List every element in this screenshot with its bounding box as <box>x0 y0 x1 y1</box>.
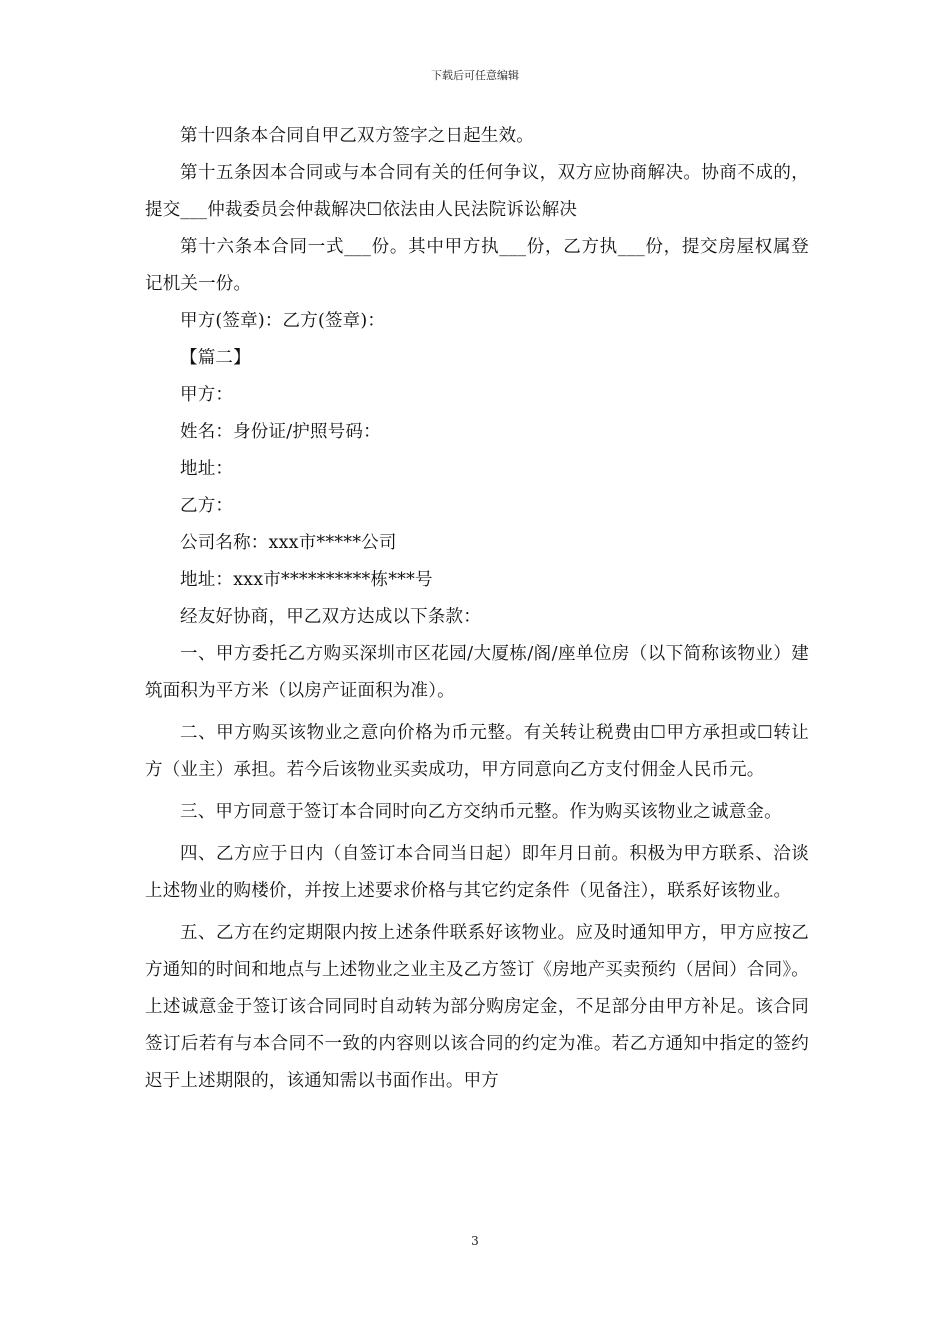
term-4: 四、乙方应于日内（自签订本合同当日起）即年月日前。积极为甲方联系、洽谈上述物业的购楼价，并按上述要求价格与其它约定条件（见备注），联系好该物业。 <box>145 844 809 901</box>
clause-16: 第十六条本合同一式___份。其中甲方执___份，乙方执___份，提交房屋权属登记机关一份。 <box>145 237 809 294</box>
party-b-label: 乙方： <box>180 496 234 516</box>
party-a-label: 甲方： <box>180 385 234 405</box>
party-a-name-id: 姓名：身份证/护照号码： <box>180 422 381 442</box>
term-1: 一、甲方委托乙方购买深圳市区花园/大厦栋/阁/座单位房（以下简称该物业）建筑面积为平方米（以房产证面积为准）。 <box>145 644 809 701</box>
agreement-intro: 经友好协商，甲乙双方达成以下条款： <box>180 607 481 627</box>
document-body <box>145 118 809 1100</box>
term-2: 二、甲方购买该物业之意向价格为币元整。有关转让税费由☐甲方承担或☐转让方（业主）承担。若今后该物业买卖成功，甲方同意向乙方支付佣金人民币元。 <box>145 723 809 780</box>
signature-line: 甲方(签章)：乙方(签章)： <box>180 311 386 331</box>
party-a-address: 地址： <box>180 459 234 479</box>
party-b-company: 公司名称：xxx市*****公司 <box>180 533 397 553</box>
term-5: 五、乙方在约定期限内按上述条件联系好该物业。应及时通知甲方，甲方应按乙方通知的时间和地点与上述物业之业主及乙方签订《房地产买卖预约（居间）合同》。上述诚意金于签订该合同同时自动转为部分购房定金，不足部分由甲方补足。该合同签订后若有与本合同不一致的内容则以该合同的约定为准。若乙方通知中指定的签约迟于上述期限的，该通知需以书面作出。甲方 <box>145 923 809 1091</box>
section-heading: 【篇二】 <box>180 348 251 368</box>
party-b-address: 地址：xxx市**********栋***号 <box>180 570 433 590</box>
clause-15: 第十五条因本合同或与本合同有关的任何争议，双方应协商解决。协商不成的，提交___仲裁委员会仲裁解决☐依法由人民法院诉讼解决 <box>145 163 809 220</box>
clause-14: 第十四条本合同自甲乙双方签字之日起生效。 <box>180 126 534 146</box>
term-3: 三、甲方同意于签订本合同时向乙方交纳币元整。作为购买该物业之诚意金。 <box>180 802 782 822</box>
page-header: 下载后可任意编辑 <box>431 69 519 82</box>
page-number: 3 <box>471 1234 479 1248</box>
